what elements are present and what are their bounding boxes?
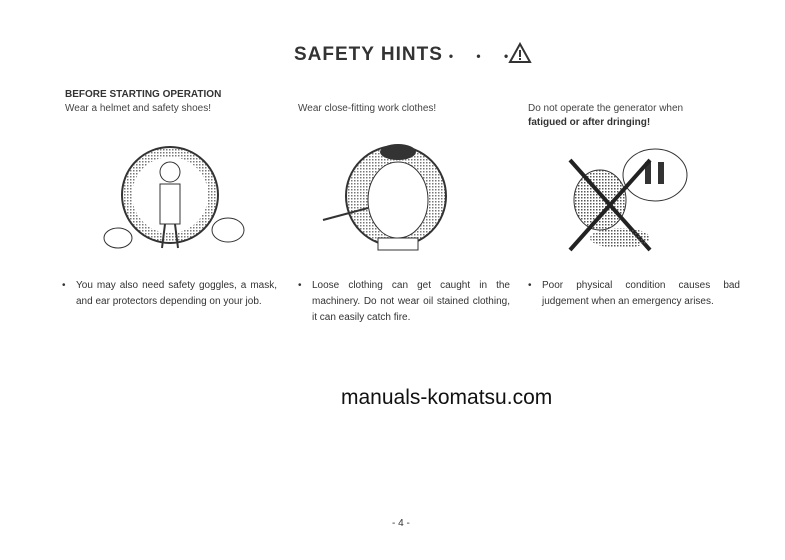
bullet-mark: • [62,280,66,291]
title-dots: • • • [448,49,519,63]
warning-triangle-icon [508,42,532,64]
bullet-item [528,278,740,310]
bullet-text: Poor physical condition causes bad judgement when an emergency arises. [542,280,740,307]
title-text: SAFETY HINTS [294,44,443,65]
watermark-text: manuals-komatsu.com [341,386,553,409]
column-heading: Wear a helmet and safety shoes! [65,103,212,114]
column-2-header [298,102,513,116]
page-number: - 4 - [392,518,410,529]
column-1-header [65,88,280,116]
bullet-mark: • [528,280,532,291]
column-3-header [528,102,743,130]
helmet-worker-illustration [100,140,250,260]
work-clothes-illustration [318,138,468,258]
bullet-text: Loose clothing can get caught in the machinery. Do not wear oil stained clothing, it can easily catch fire. [312,280,510,323]
column-heading-bold: fatigued or after dringing! [528,117,651,128]
fatigued-drinking-illustration [560,140,700,260]
bullet-mark: • [298,280,302,291]
column-heading: Wear close-fitting work clothes! [298,103,437,114]
column-heading: Do not operate the generator when [528,103,684,114]
page-title [294,44,518,66]
bullet-item [298,278,510,326]
bullet-text: You may also need safety goggles, a mask, and ear protectors depending on your job. [76,280,277,307]
section-heading: BEFORE STARTING OPERATION [65,89,222,100]
bullet-item [62,278,277,310]
